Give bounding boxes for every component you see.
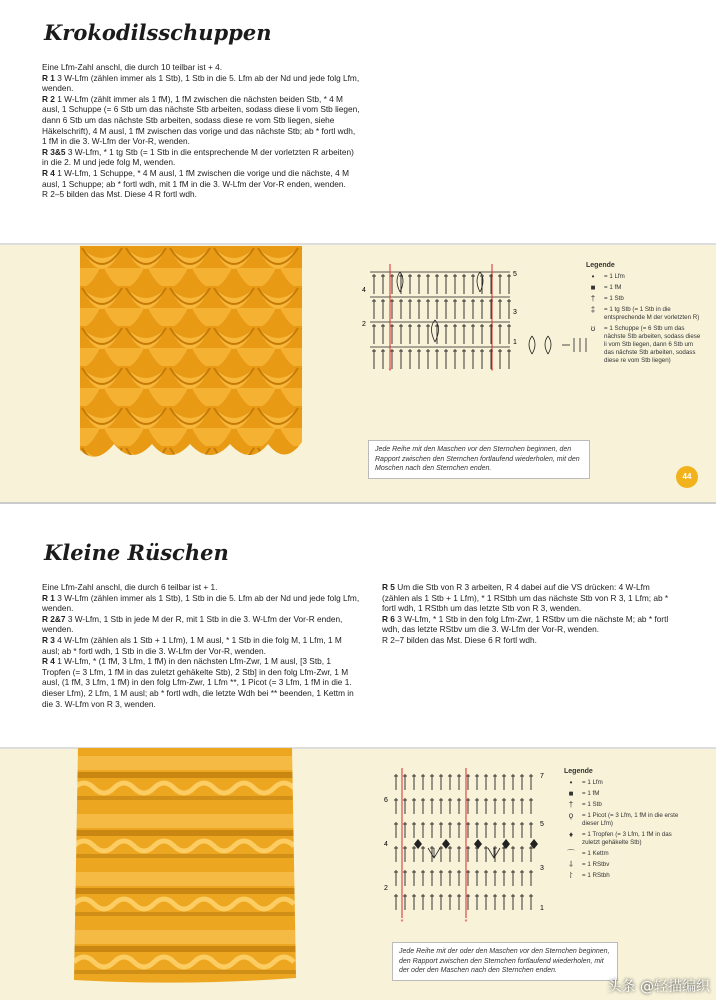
stitch-symbol-icon: ■ [568, 789, 574, 798]
chart-row-label: 7 [540, 773, 544, 780]
legend-text: = 1 RStbv [582, 861, 610, 868]
section2-note: Jede Reihe mit der oder den Maschen vor den Sternchen beginnen, den Rapport zwischen den Sternchen fortlaufend wiederholen, mit der oder den Maschen nach den Sternchen enden. [392, 942, 618, 981]
row-label: R 4 [42, 167, 55, 178]
divider [0, 243, 716, 245]
section1-legend [586, 262, 701, 368]
legend-item [564, 861, 684, 869]
chart-row-label: 3 [513, 309, 517, 316]
stitch-symbol-icon: † [568, 800, 574, 809]
instruction-line [382, 582, 674, 614]
svg-text:*: * [490, 368, 494, 374]
row-label: R 2&7 [42, 613, 66, 624]
instruction-line [42, 62, 360, 73]
chart-row-label: 6 [384, 797, 388, 804]
row-label: R 3&5 [42, 146, 66, 157]
stitch-symbol-icon: † [590, 294, 596, 303]
section2-instructions-left [42, 582, 360, 709]
row-label: R 5 [382, 582, 395, 592]
legend-text: = 1 Stb [582, 801, 602, 808]
legend-item [564, 850, 684, 858]
svg-text:*: * [400, 919, 404, 926]
stitch-symbol-icon: ⌒ [567, 849, 575, 858]
legend-item [564, 779, 684, 787]
row-label: R 6 [382, 613, 395, 624]
chart-row-label: 2 [362, 321, 366, 328]
stitch-symbol-icon: ■ [590, 283, 596, 292]
legend-title: Legende [586, 262, 615, 269]
legend-text: = 1 Stb [604, 295, 624, 302]
instruction-line [42, 582, 360, 593]
chart-row-label: 4 [384, 841, 388, 848]
ruffle-stitch-swatch [74, 748, 296, 984]
page-number-badge: 44 [676, 466, 698, 488]
stitch-symbol-icon: ʊ [590, 324, 596, 333]
legend-item [564, 790, 684, 798]
row-text: 4 W-Lfm (zählen als 1 Stb + 1 Lfm), 1 M ausl, * 1 Stb in die folg M, 1 Lfm, 1 M ausl; ab * fortl wdh, 1 Stb in die 3. W-Lfm der Vor-R, wenden. [42, 634, 342, 656]
instruction-line [42, 614, 360, 635]
row-text: 3 W-Lfm (zählen immer als 1 Stb), 1 Stb in die 5. Lfm ab der Nd und jede folg Lfm, wenden. [42, 72, 360, 94]
section1-title: Krokodilsschuppen [44, 20, 272, 45]
section2-title: Kleine Rüschen [44, 540, 229, 565]
legend-text: = 1 Lfm [604, 273, 625, 280]
instruction-line [42, 593, 360, 614]
stitch-symbol-icon: ‡ [590, 305, 596, 314]
divider [0, 502, 716, 504]
chart-row-label: 3 [540, 865, 544, 872]
legend-text: = 1 Kettm [582, 850, 609, 857]
row-label: R 1 [42, 72, 55, 83]
legend-item [564, 801, 684, 809]
stitch-symbol-icon: • [591, 272, 595, 281]
chart-row-label: 5 [513, 271, 517, 278]
legend-item [586, 284, 701, 292]
chart-row-label: 2 [384, 885, 388, 892]
scale-diagram [526, 334, 590, 356]
row-text: 1 W-Lfm (zählt immer als 1 fM), 1 fM zwischen die nächsten beiden Stb, * 4 M ausl, 1 Schuppe (= 6 Stb um das nächste Stb arbeiten, sodass diese li vom Stb liegen, dann 6 Stb um das nächste Stb arbeiten, sodass diese re vom Stb liegen, siehe Häkelschrift), 4 M ausl, 1 fM zwischen das vorige und das nächste Stb; ab * fortl wdh, 1 fM in die 3. W-Lfm der Vor-R, wenden. [42, 93, 360, 147]
legend-text: = 1 Picot (= 3 Lfm, 1 fM in die erste dieser Lfm) [582, 812, 679, 827]
instruction-line [42, 94, 360, 147]
instruction-line [42, 189, 360, 200]
instruction-line [382, 635, 674, 646]
instruction-line [42, 635, 360, 656]
row-text: Um die Stb von R 3 arbeiten, R 4 dabei auf die VS drücken: 4 W-Lfm (zählen als 1 Stb + 1 Lfm), * 1 RStbh um das nächste Stb von R 3, 1 Lfm; ab * fortl wdh, 1 RStbh um das letzte Stb von R 3, wenden. [382, 582, 669, 614]
legend-item [586, 325, 701, 365]
stitch-symbol-icon: ♦ [568, 830, 574, 839]
legend-text: = 1 fM [582, 790, 600, 797]
row-text: 3 W-Lfm, * 1 Stb in den folg Lfm-Zwr, 1 RStbv um die nächste M; ab * fortl wdh, das letzte RStbv um die 3. W-Lfm der Vor-R, wenden. [382, 613, 669, 635]
section2-legend [564, 768, 684, 883]
instruction-line [42, 656, 360, 709]
row-label: R 1 [42, 592, 55, 603]
chart-row-label: 5 [540, 821, 544, 828]
row-text: 3 W-Lfm, 1 Stb in jede M der R, mit 1 Stb in die 3. W-Lfm der Vor-R enden, wenden. [42, 613, 343, 635]
legend-item [586, 273, 701, 281]
row-text: Eine Lfm-Zahl anschl, die durch 10 teilbar ist + 4. [42, 62, 223, 72]
chart-row-label: 1 [513, 339, 517, 346]
row-label: R 3 [42, 634, 55, 645]
stitch-symbol-icon: ⸸ [569, 860, 573, 869]
row-text: 3 W-Lfm (zählen immer als 1 Stb), 1 Stb in die 5. Lfm ab der Nd und jede folg Lfm, wenden. [42, 592, 360, 614]
legend-item [564, 831, 684, 847]
crocodile-stitch-swatch [80, 246, 302, 466]
instruction-line [42, 147, 360, 168]
chart-row-label: 1 [540, 905, 544, 912]
legend-item [586, 295, 701, 303]
legend-item [564, 812, 684, 828]
row-label: R 2 [42, 93, 55, 104]
row-text: R 2–5 bilden das Mst. Diese 4 R fortl wdh. [42, 189, 197, 200]
legend-item [564, 872, 684, 880]
svg-text:*: * [388, 368, 392, 374]
crocodile-stitch-chart [360, 262, 528, 374]
row-text: R 2–7 bilden das Mst. Diese 6 R fortl wdh. [382, 634, 537, 645]
legend-item [586, 306, 701, 322]
instruction-line [42, 73, 360, 94]
watermark: 头条 @轻描编织 [607, 979, 710, 995]
row-text: 1 W-Lfm, * (1 fM, 3 Lfm, 1 fM) in den nächsten Lfm-Zwr, 1 M ausl, [3 Stb, 1 Tropfen (= 3 Lfm, 1 fM in das zuletzt gehäkelte Stb), 2 Stb] in den folg Lfm-Zwr, 1 M ausl, (1 fM, 3 Lfm, 1 fM) in den folg Lfm-Zwr, 1 Lfm **, 1 Picot (= 3 Lfm, 1 fM in die 1. dieser Lfm), 2 Lfm, 1 M ausl; ab * fortl wdh, die letzte Wdh bei ** beenden, 1 Kettm in die 3. W-Lfm von R 3, wenden. [42, 656, 354, 709]
stitch-symbol-icon: ϙ [568, 811, 574, 820]
legend-text: = 1 Lfm [582, 779, 603, 786]
instruction-line [382, 614, 674, 635]
legend-text: = 1 tg Stb (= 1 Stb in die entsprechende M der vorletzten R) [604, 306, 700, 321]
chart-row-label: 4 [362, 287, 366, 294]
row-text: Eine Lfm-Zahl anschl, die durch 6 teilbar ist + 1. [42, 582, 218, 592]
row-text: 3 W-Lfm, * 1 tg Stb (= 1 Stb in die entsprechende M der vorletzten R arbeiten) in die 2. M und jede folg M, wenden. [42, 146, 354, 168]
row-text: 1 W-Lfm, 1 Schuppe, * 4 M ausl, 1 fM zwischen die vorige und die nächste, 4 M ausl, 1 Schuppe; ab * fortl wdh, mit 1 fM in die 3. W-Lfm der Vor-R enden, wenden. [42, 167, 349, 189]
section1-note: Jede Reihe mit den Maschen vor den Sternchen beginnen, den Rapport zwischen den Sternchen fortlaufend wiederholen, mit den Moschen nach den Sternchen enden. [368, 440, 590, 479]
legend-title: Legende [564, 768, 593, 775]
section1-instructions [42, 62, 360, 200]
instruction-line [42, 168, 360, 189]
row-label: R 4 [42, 656, 55, 667]
legend-text: = 1 RStbh [582, 872, 610, 879]
section2-instructions-right [382, 582, 674, 646]
stitch-symbol-icon: • [569, 778, 573, 787]
legend-text: = 1 Schuppe (= 6 Stb um das nächste Stb arbeiten, sodass diese li vom Stb liegen, dann 6 Stb um das nächste Stb arbeiten, sodass diese re vom Stb liegen) [604, 325, 701, 364]
legend-text: = 1 Tropfen (= 3 Lfm, 1 fM in das zuletzt gehäkelte Stb) [582, 831, 672, 846]
svg-text:*: * [464, 919, 468, 926]
legend-text: = 1 fM [604, 284, 622, 291]
ruffle-stitch-chart [380, 766, 550, 926]
stitch-symbol-icon: ⸷ [569, 871, 573, 880]
